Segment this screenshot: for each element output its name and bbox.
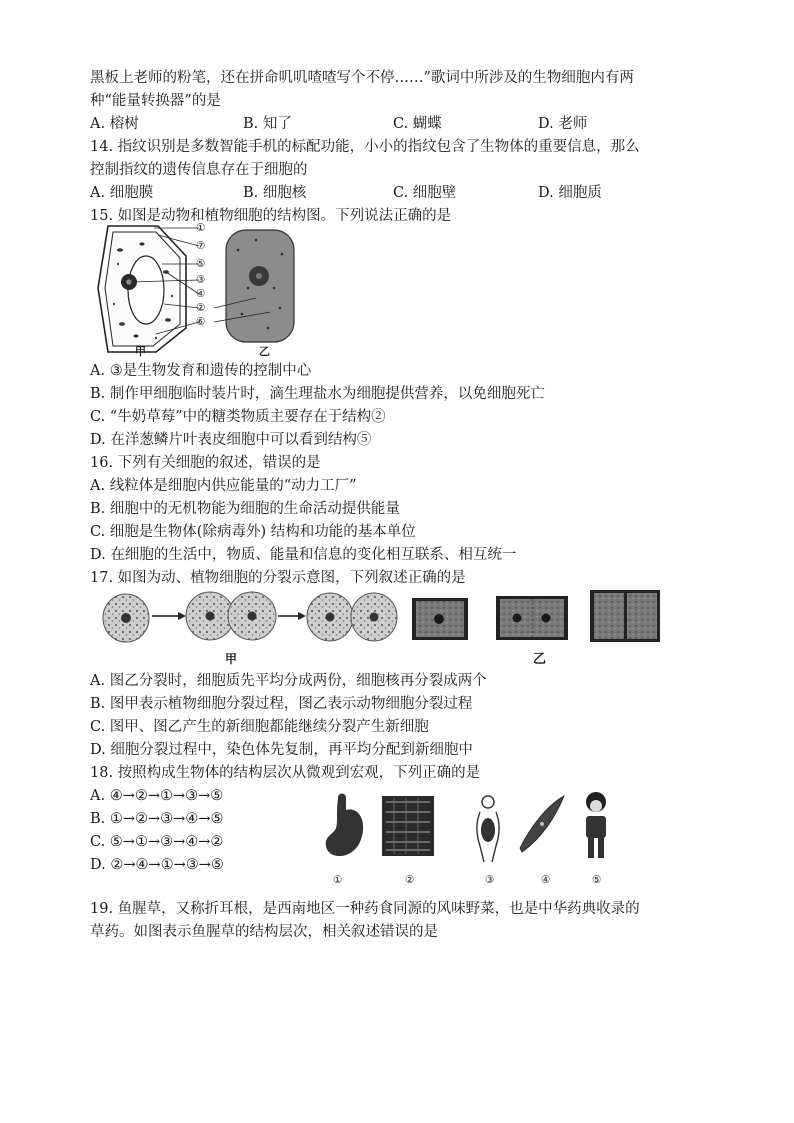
q17-stem: 17. 如图为动、植物细胞的分裂示意图，下列叙述正确的是 — [90, 570, 466, 586]
q14-option-a[interactable]: A. 细胞膜 — [90, 185, 154, 201]
q16-option-a[interactable]: A. 线粒体是细胞内供应能量的“动力工厂” — [90, 478, 357, 494]
q14-option-c[interactable]: C. 细胞壁 — [393, 185, 457, 201]
q17-caption-plant: 乙 — [533, 652, 547, 667]
q13-option-d[interactable]: D. 老师 — [538, 116, 588, 132]
q16-stem: 16. 下列有关细胞的叙述，错误的是 — [90, 455, 321, 471]
q14-stem-line2: 控制指纹的遗传信息存在于细胞的 — [90, 162, 308, 178]
animal-division-sequence — [103, 592, 397, 642]
q15-stem: 15. 如图是动物和植物细胞的结构图。下列说法正确的是 — [90, 208, 452, 224]
q17-caption-animal: 甲 — [225, 652, 238, 666]
q18-stem: 18. 按照构成生物体的结构层次从微观到宏观，下列正确的是 — [90, 765, 481, 781]
q15-cell-figure — [96, 224, 316, 356]
animal-cell-diagram — [214, 230, 294, 342]
q18-hierarchy-figure — [320, 788, 620, 868]
q19-stem-line2: 草药。如图表示鱼腥草的结构层次，相关叙述错误的是 — [90, 924, 438, 940]
q17-option-b[interactable]: B. 图甲表示植物细胞分裂过程，图乙表示动物细胞分裂过程 — [90, 696, 473, 712]
q16-option-d[interactable]: D. 在细胞的生活中，物质、能量和信息的变化相互联系、相互统一 — [90, 547, 517, 563]
q15-label-6: ⑥ — [196, 316, 206, 328]
q17-division-figure — [100, 588, 670, 646]
q15-caption-plant: 甲 — [135, 345, 146, 358]
q18-option-a[interactable]: A. ④→②→①→③→⑤ — [90, 788, 224, 804]
q17-option-c[interactable]: C. 图甲、图乙产生的新细胞都能继续分裂产生新细胞 — [90, 719, 429, 735]
body-system-icon — [477, 796, 499, 862]
q18-label-2: ② — [405, 874, 415, 886]
q18-label-5: ⑤ — [592, 874, 602, 886]
q15-label-7: ⑦ — [196, 240, 206, 252]
plant-division-sequence — [412, 590, 660, 642]
q18-label-1: ① — [333, 874, 343, 886]
q18-label-3: ③ — [485, 874, 495, 886]
q15-option-a[interactable]: A. ③是生物发育和遗传的控制中心 — [90, 363, 312, 379]
q16-option-c[interactable]: C. 细胞是生物体(除病毒外) 结构和功能的基本单位 — [90, 524, 416, 540]
q14-stem-line1: 14. 指纹识别是多数智能手机的标配功能，小小的指纹包含了生物体的重要信息，那么 — [90, 139, 640, 155]
q18-label-4: ④ — [541, 874, 551, 886]
q15-label-3: ③ — [196, 274, 206, 286]
q15-label-1: ① — [196, 222, 206, 234]
person-icon — [586, 792, 606, 858]
q15-option-c[interactable]: C. “牛奶草莓”中的糖类物质主要存在于结构② — [90, 409, 386, 425]
q15-option-d[interactable]: D. 在洋葱鳞片叶表皮细胞中可以看到结构⑤ — [90, 432, 372, 448]
q18-option-c[interactable]: C. ⑤→①→③→④→② — [90, 834, 224, 850]
q13-stem-line2: 种“能量转换器”的是 — [90, 93, 221, 109]
stomach-icon — [326, 794, 363, 857]
q15-label-2: ② — [196, 302, 206, 314]
q13-stem-line1: 黑板上老师的粉笔，还在拼命叽叽喳喳写个不停……”歌词中所涉及的生物细胞内有两 — [90, 70, 634, 86]
q13-option-a[interactable]: A. 榕树 — [90, 116, 139, 132]
q13-option-c[interactable]: C. 蝴蝶 — [393, 116, 442, 132]
q15-label-4: ④ — [196, 288, 206, 300]
tissue-icon — [382, 796, 434, 856]
q15-option-b[interactable]: B. 制作甲细胞临时装片时，滴生理盐水为细胞提供营养，以免细胞死亡 — [90, 386, 545, 402]
q18-option-b[interactable]: B. ①→②→③→④→⑤ — [90, 811, 224, 827]
plant-cell-diagram — [98, 226, 199, 352]
cell-icon — [520, 796, 564, 852]
q16-option-b[interactable]: B. 细胞中的无机物能为细胞的生命活动提供能量 — [90, 501, 400, 517]
q18-option-d[interactable]: D. ②→④→①→③→⑤ — [90, 857, 224, 873]
q13-option-b[interactable]: B. 知了 — [243, 116, 292, 132]
q15-label-5: ⑤ — [196, 258, 206, 270]
q17-option-d[interactable]: D. 细胞分裂过程中，染色体先复制，再平均分配到新细胞中 — [90, 742, 473, 758]
q19-stem-line1: 19. 鱼腥草，又称折耳根，是西南地区一种药食同源的风味野菜，也是中华药典收录的 — [90, 901, 640, 917]
q14-option-b[interactable]: B. 细胞核 — [243, 185, 307, 201]
q17-option-a[interactable]: A. 图乙分裂时，细胞质先平均分成两份，细胞核再分裂成两个 — [90, 673, 487, 689]
q15-caption-animal: 乙 — [259, 345, 270, 358]
q14-option-d[interactable]: D. 细胞质 — [538, 185, 602, 201]
